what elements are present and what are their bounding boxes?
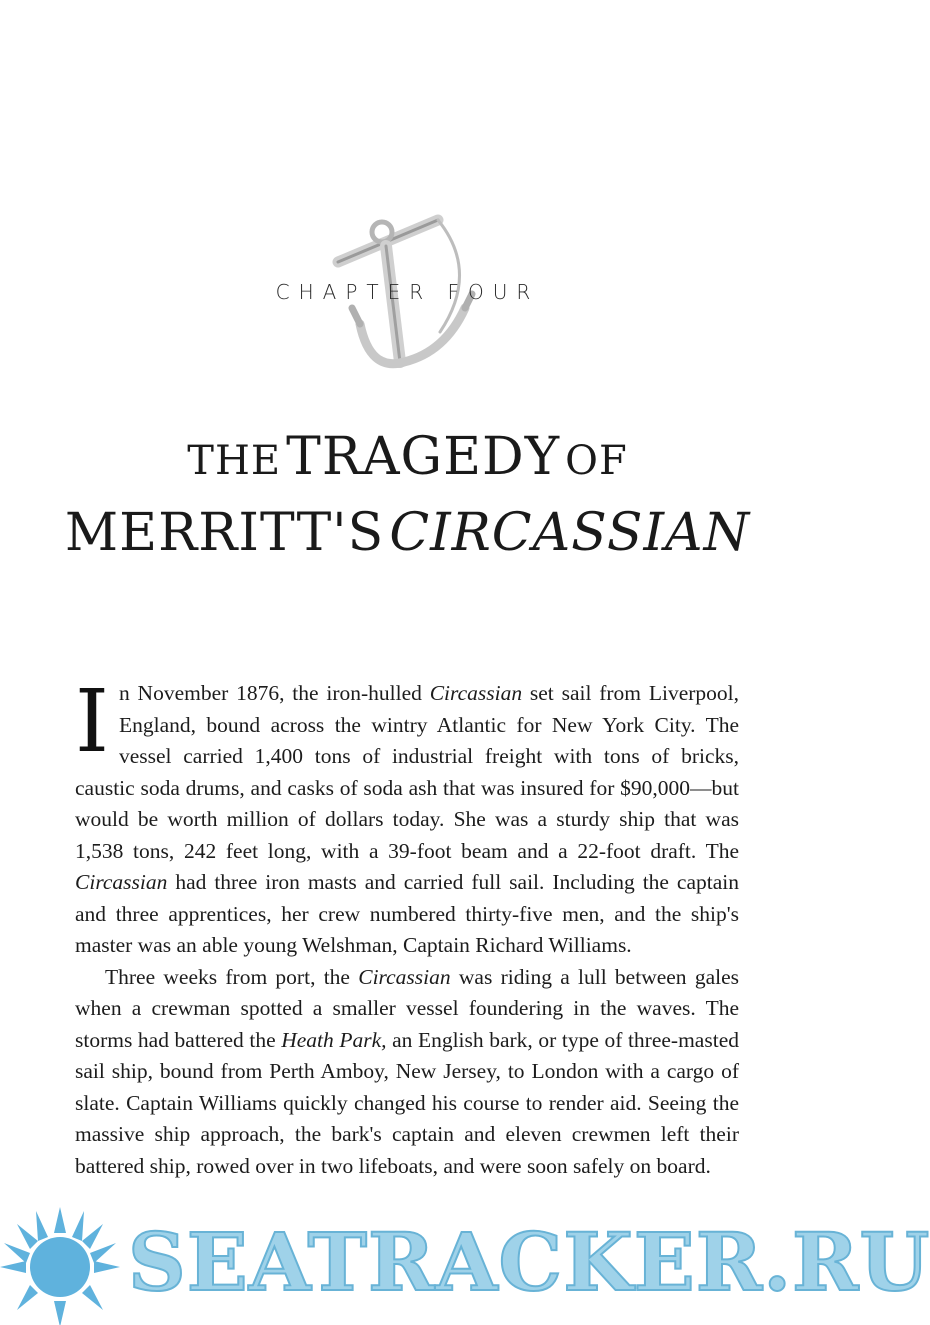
- watermark-text: SEATRACKER.RU: [128, 1215, 930, 1309]
- watermark: [0, 1205, 930, 1325]
- chapter-label: CHAPTER FOUR: [275, 280, 540, 304]
- paragraph-1: In November 1876, the iron-hulled Circassian set sail from Liverpool, England, bound across the wintry Atlantic for New York City. The vessel carried 1,400 tons of industrial freight with tons of bricks, caustic soda drums, and casks of soda ash that was insured for $90,000—but would be worth million of dollars today. She was a sturdy ship that was 1,538 tons, 242 feet long, with a 39-foot beam and a 22-foot draft. The Circassian had three iron masts and carried full sail. Including the captain and three apprentices, her crew numbered thirty-five men, and the ship's master was an able young Welshman, Captain Richard Williams.: [75, 672, 739, 957]
- title-line-1: THE TRAGEDY OF: [187, 427, 628, 487]
- drop-cap: I: [75, 672, 109, 772]
- sun-icon: [0, 1205, 125, 1325]
- paragraph-2: Three weeks from port, the Circassian was riding a lull between gales when a crewman spotted a smaller vessel foundering in the waves. The storms had battered the Heath Park, an English bark, or type of three-masted sail ship, bound from Perth Amboy, New Jersey, to London with a cargo of slate. Captain Williams quickly changed his course to render aid. Seeing the massive ship approach, the bark's captain and eleven crewmen left their battered ship, rowed over in two lifeboats, and were soon safely on board.: [75, 964, 739, 1178]
- chapter-body: [75, 672, 739, 1182]
- chapter-title: [0, 425, 815, 577]
- title-line-2: MERRITT'S CIRCASSIAN: [64, 503, 751, 563]
